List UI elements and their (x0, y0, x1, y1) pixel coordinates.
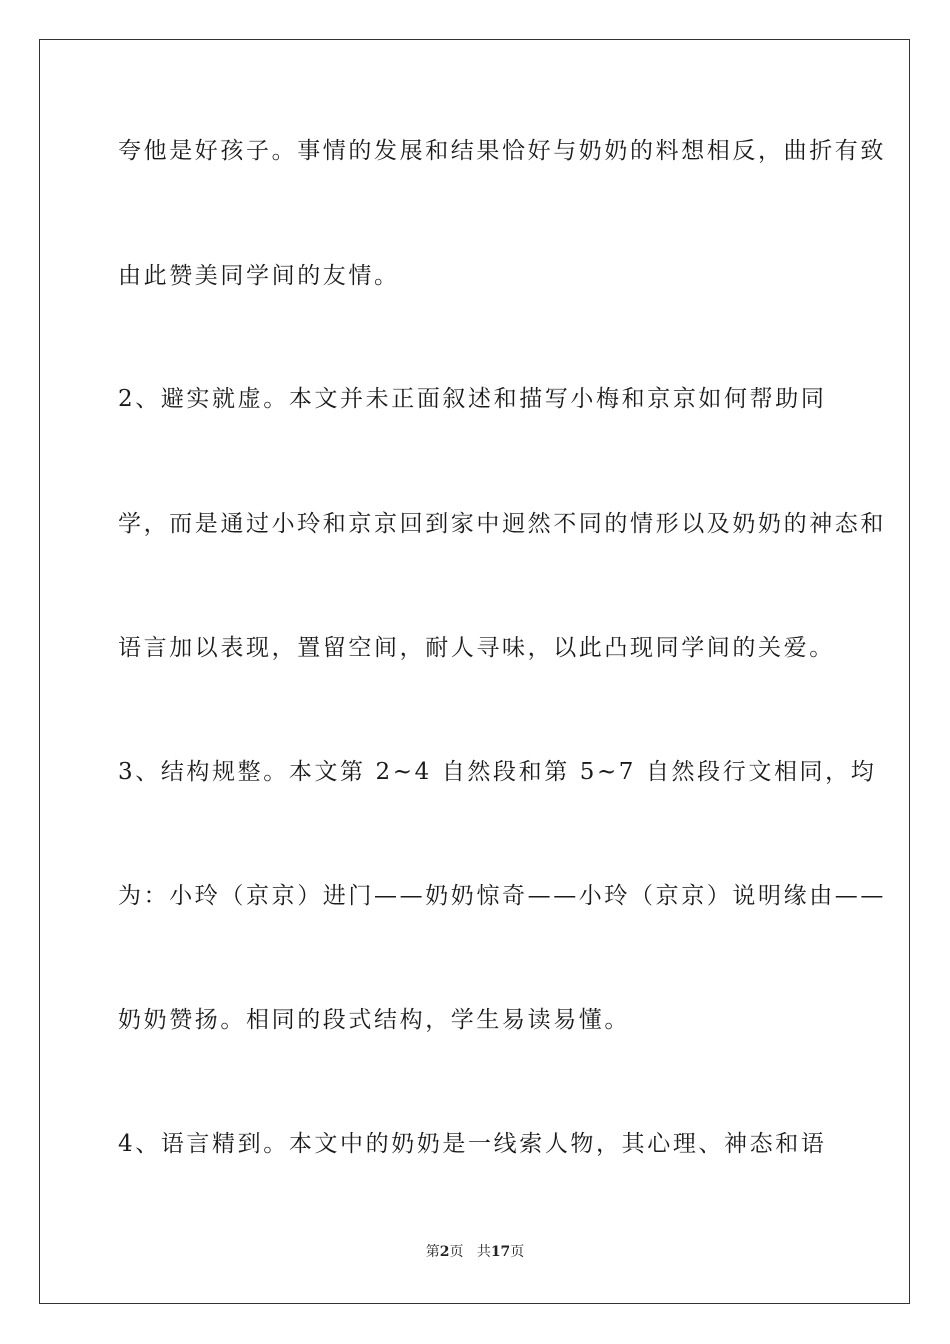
body-text-line-5: 语言加以表现，置留空间，耐人寻味，以此凸现同学间的关爱。 (118, 635, 835, 661)
body-text-line-1: 夸他是好孩子。事情的发展和结果恰好与奶奶的料想相反，曲折有致 (118, 138, 886, 164)
total-suffix: 页 (510, 1244, 525, 1260)
page-prefix: 第 (425, 1244, 440, 1260)
page-border (39, 39, 910, 1304)
total-prefix: 共 (476, 1244, 491, 1260)
body-text-line-3: 2、避实就虚。本文并未正面叙述和描写小梅和京京如何帮助同 (118, 386, 827, 412)
body-text-line-8: 奶奶赞扬。相同的段式结构，学生易读易懂。 (118, 1007, 630, 1033)
body-text-line-4: 学，而是通过小玲和京京回到家中迥然不同的情形以及奶奶的神态和 (118, 511, 886, 537)
body-text-line-7: 为：小玲（京京）进门——奶奶惊奇——小玲（京京）说明缘由—— (118, 883, 886, 909)
body-text-line-9: 4、语言精到。本文中的奶奶是一线索人物，其心理、神态和语 (118, 1131, 827, 1157)
body-text-line-2: 由此赞美同学间的友情。 (118, 263, 400, 289)
total-pages-number: 17 (490, 1244, 511, 1260)
page-suffix: 页 (449, 1244, 464, 1260)
page-footer (0, 1243, 950, 1261)
body-text-line-6: 3、结构规整。本文第 2~4 自然段和第 5~7 自然段行文相同，均 (118, 759, 877, 785)
current-page-number: 2 (439, 1244, 450, 1260)
